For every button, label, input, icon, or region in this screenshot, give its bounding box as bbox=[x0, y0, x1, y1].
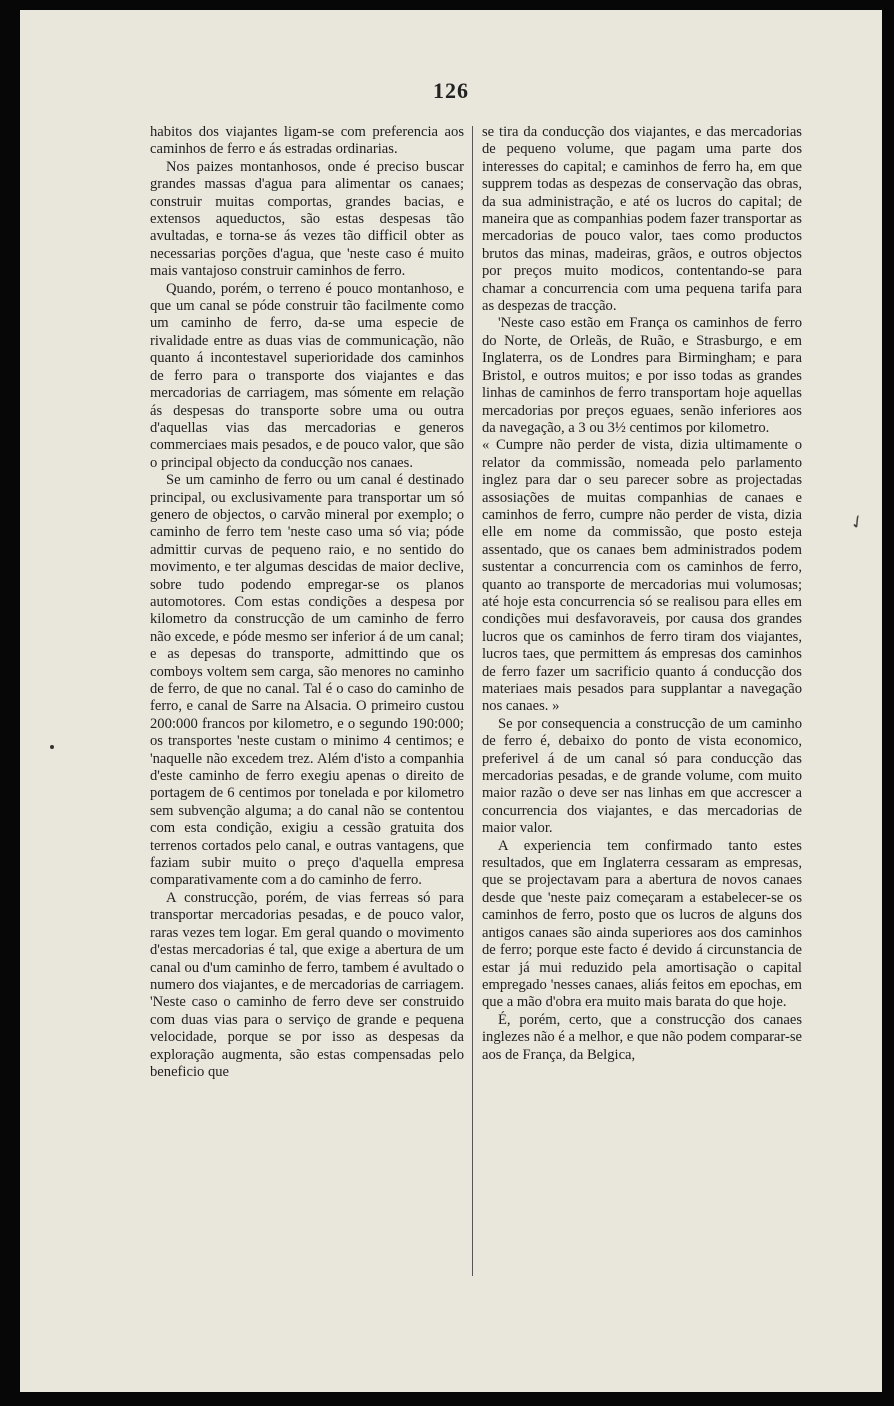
left-column bbox=[150, 124, 464, 1081]
document-page bbox=[20, 10, 882, 1392]
quote-paragraph: « Cumpre não perder de vista, dizia ultimamente o relator da commissão, nomeada pelo parlamento inglez para dar o seu parecer sobre as projectadas assosiações de muitas companhias de canaes e caminhos de ferro, cumpre não perder de vista, dizia elle em nome da commissão, que posto esteja assentado, que os canaes bem administrados podem sustentar a concurrencia com os caminhos de ferro, quanto ao transporte de mercadorias mui volumosas; até hoje esta concurrencia só se realisou para elles em condições mui desfavoraveis, por causa dos grandes lucros que os caminhos de ferro tiram dos viajantes, lucros taes, que permittem ás empresas dos caminhos de ferro fazer um sacrificio quanto á conducção dos materiaes mais pesados para supplantar a navegação nos canaes. » bbox=[482, 437, 802, 715]
paragraph: Se um caminho de ferro ou um canal é destinado principal, ou exclusivamente para transportar um só genero de objectos, o carvão mineral por exemplo; o caminho de ferro tem 'neste caso uma só via; póde admittir curvas de pequeno raio, e no sentido do movimento, e ter algumas descidas de maior declive, sobre tudo podendo empregar-se os planos automotores. Com estas condições a despesa por kilometro da construcção de um caminho de ferro não excede, e póde mesmo ser inferior á de um canal; e as depesas do transporte, admittindo que os comboys voltem sem carga, são menores no caminho de ferro, de que no canal. Tal é o caso do caminho de ferro, e canal de Sarre na Alsacia. O primeiro custou 200:000 francos por kilometro, e o segundo 190:000; os transportes 'neste custam o minimo 4 centimos; e 'naquelle não excedem trez. Além d'isto a companhia d'este caminho de ferro exegiu apenas o direito de portagem de 6 centimos por tonelada e por kilometro sem subvenção alguma; a do canal não se contentou com esta condição, exigiu a cessão gratuita dos terrenos cortados pelo canal, e outras vantagens, que faziam subir muito o preço d'aquella empresa comparativamente com a do caminho de ferro. bbox=[150, 472, 464, 889]
margin-dot-icon bbox=[50, 745, 54, 749]
paragraph: se tira da conducção dos viajantes, e das mercadorias de pequeno volume, que pagam uma parte dos interesses do capital; e caminhos de ferro ha, em que supprem todas as despezas de conservação das obras, da sua administração, e até os lucros do capital; de maneira que as companhias podem fazer transportar as mercadorias de pouco valor, taes como productos brutos das minas, madeiras, grãos, e outros objectos por preços muito modicos, contentando-se para chamar a concurrencia com uma pequena tarifa para as despezas de tracção. bbox=[482, 124, 802, 315]
margin-mark-icon: ✓ bbox=[845, 509, 869, 535]
paragraph: A experiencia tem confirmado tanto estes resultados, que em Inglaterra cessaram as empresas, que se projectavam para a abertura de novos canaes desde que 'neste paiz começaram a estabelecer-se os caminhos de ferro, posto que os lucros de alguns dos antigos canaes são ainda superiores aos dos caminhos de ferro; porque este facto é devido á circunstancia de estar já mui reduzido pela amortisação o capital empregado 'nesses canaes, aliás feitos em epochas, em que a mão d'obra era muito mais barata do que hoje. bbox=[482, 837, 802, 1011]
paragraph: Nos paizes montanhosos, onde é preciso buscar grandes massas d'agua para alimentar os canaes; construir muitas comportas, grandes bacias, e extensos aqueductos, são estas despesas tão avultadas, e torna-se ás vezes tão difficil obter as necessarias porções d'agua, que 'neste caso é muito mais vantajoso construir caminhos de ferro. bbox=[150, 158, 464, 280]
column-divider bbox=[472, 126, 473, 1276]
paragraph: Quando, porém, o terreno é pouco montanhoso, e que um canal se póde construir tão facilmente como um caminho de ferro, da-se uma especie de rivalidade entre as duas vias de communicação, não quanto á incontestavel superioridade dos caminhos de ferro para o transporte dos viajantes e das mercadorias de carriagem, mas sómente em relação ás despesas do transporte sobre uma ou outra d'aquellas vias das mercadorias e generos commerciaes mais pesados, e de pouco valor, que são o principal objecto da conducção nos canaes. bbox=[150, 280, 464, 471]
paragraph: habitos dos viajantes ligam-se com preferencia aos caminhos de ferro e ás estradas ordinarias. bbox=[150, 124, 464, 158]
paragraph: É, porém, certo, que a construcção dos canaes inglezes não é a melhor, e que não podem comparar-se aos de França, da Belgica, bbox=[482, 1011, 802, 1063]
paragraph: Se por consequencia a construcção de um caminho de ferro é, debaixo do ponto de vista economico, preferivel á de um canal só para conducção das mercadorias pesadas, e de grande volume, com muito maior razão o deve ser nas linhas em que accrescer a concurrencia dos viajantes, e das mercadorias de maior valor. bbox=[482, 715, 802, 837]
paragraph: A construcção, porém, de vias ferreas só para transportar mercadorias pesadas, e de pouco valor, raras vezes tem logar. Em geral quando o movimento d'estas mercadorias é tal, que exige a abertura de um canal ou d'um caminho de ferro, tambem é avultado o numero dos viajantes, e de mercadorias de carriagem. 'Neste caso o caminho de ferro deve ser construido com duas vias para o serviço de grande e pequena velocidade, porque se por isso as despesas da exploração augmenta, são estas compensadas pelo beneficio que bbox=[150, 889, 464, 1080]
page-number: 126 bbox=[433, 78, 469, 103]
paragraph: 'Neste caso estão em França os caminhos de ferro do Norte, de Orleãs, de Ruão, e Strasburgo, e em Inglaterra, os de Londres para Birmingham; e para Bristol, e outros muitos; e por isso todas as grandes linhas de caminhos de ferro transportam hoje aquellas mercadorias por preços eguaes, senão inferiores aos da navegação, a 3 ou 3½ centimos por kilometro. bbox=[482, 315, 802, 436]
right-column bbox=[482, 124, 802, 1064]
